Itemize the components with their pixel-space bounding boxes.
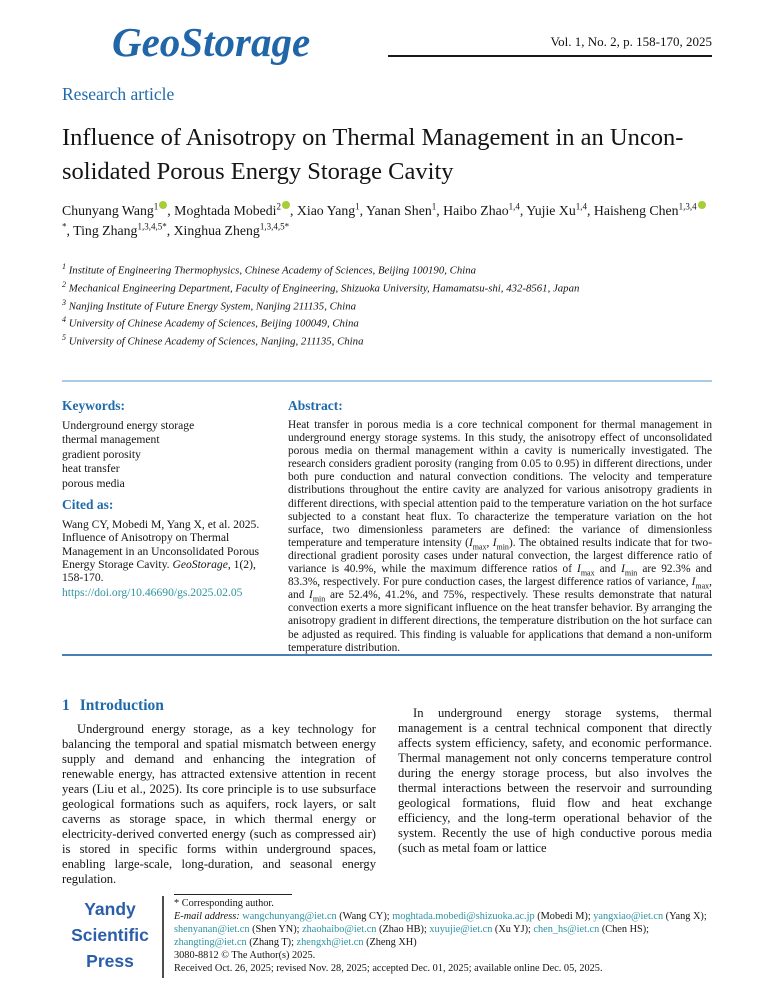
author-name: Xiao Yang$^1$ xyxy=(296,201,360,218)
email-owner: (Mobedi M) xyxy=(537,911,588,922)
affiliation-list xyxy=(62,260,712,349)
divider-light-blue xyxy=(62,380,712,382)
email-owner: (Xu YJ) xyxy=(494,924,528,935)
orcid-icon[interactable] xyxy=(698,201,706,209)
affiliation-line: $^5$ University of Chinese Academy of Sciences, Nanjing, 211135, China xyxy=(62,333,364,348)
email-link[interactable]: zhengxh@iet.cn xyxy=(296,937,364,948)
intro-paragraph-left: Underground energy storage, as a key technology for balancing the temporal and spatial mismatch between energy supply and demand and enhancing the integration of renewable energy, has attracted extensive attention in recent years (Liu et al., 2025). Its core principle is to use subsurface geological formations such as aquifers, rock layers, or salt caverns as storage space, in which thermal energy or electricity-derived converted energy (such as compressed air) is stored in specific forms within underground spaces, enabling large-scale, long-duration, and seasonal energy regulation. xyxy=(62,722,376,886)
volume-info: Vol. 1, No. 2, p. 158-170, 2025 xyxy=(388,34,712,57)
doi-link[interactable]: https://doi.org/10.46690/gs.2025.02.05 xyxy=(62,585,243,599)
affiliation-line: $^1$ Institute of Engineering Thermophysics, Chinese Academy of Sciences, Beijing 100190, China xyxy=(62,262,477,277)
author-affil-sup: 1,3,4,5 xyxy=(137,221,163,232)
article-type-label: Research article xyxy=(62,84,175,104)
keyword: porous media xyxy=(62,476,125,490)
corresponding-star: * xyxy=(284,221,290,232)
paper-title xyxy=(62,121,714,189)
corresponding-author-note: * Corresponding author. xyxy=(174,898,274,909)
author-affil-sup: 2 xyxy=(276,201,281,212)
email-link[interactable]: wangchunyang@iet.cn xyxy=(242,911,337,922)
email-owner: (Zhang T) xyxy=(249,937,292,948)
cited-as-heading: Cited as: xyxy=(62,497,114,513)
author-name: Yanan Shen$^1$ xyxy=(366,201,437,218)
author-affil-sup: 1,3,4,5 xyxy=(259,221,285,232)
corresponding-star: * xyxy=(62,221,67,232)
publisher-logo-line: Press xyxy=(86,951,134,971)
keyword: Underground energy storage xyxy=(62,419,195,432)
email-owner: (Yang X) xyxy=(665,911,704,922)
title-line-2: solidated Porous Energy Storage Cavity xyxy=(62,158,454,185)
author-affil-sup: 1,4 xyxy=(508,201,520,212)
journal-logo: GeoStorage xyxy=(112,19,311,65)
keywords-citation-column xyxy=(62,392,278,655)
introduction-section xyxy=(62,697,712,887)
publisher-logo-line: Scientific xyxy=(71,925,149,945)
author-affil-sup: 1,3,4 xyxy=(678,201,697,212)
abstract-column xyxy=(288,392,712,655)
email-link[interactable]: moghtada.mobedi@shizuoka.ac.jp xyxy=(392,911,535,922)
affiliation-line: $^3$ Nanjing Institute of Future Energy System, Nanjing 211135, China xyxy=(62,297,356,313)
section-heading-introduction xyxy=(62,697,376,715)
intro-paragraph-right: In underground energy storage systems, thermal management is a central technical component that directly affects system efficiency, safety, and economic performance. Thermal management not only concerns temperature control during the energy storage process, but also involves the thermal interactions between the reservoir and surrounding geological formations, fluid flow and heat exchange efficiency, and the long-term operational behavior of the system. Recently the use of high conductive porous media (such as metal foam or lattice xyxy=(398,706,712,855)
section-number: 1 xyxy=(62,697,70,714)
email-link[interactable]: yangxiao@iet.cn xyxy=(593,911,664,922)
email-address-block: E-mail address: wangchunyang@iet.cn (Wang CY); moghtada.mobedi@shizuoka.ac.jp (Mobedi M); yangxiao@iet.cn (Yang X); shenyanan@iet.cn (Shen YN); zhaohaibo@iet.cn (Zhao HB); xuyujie@iet.cn (Xu YJ); chen_hs@iet.cn (Chen HS); zhangting@iet.cn (Zhang T); zhengxh@iet.cn (Zheng XH) xyxy=(174,911,707,948)
publisher-logo-line: Yandy xyxy=(84,899,136,919)
orcid-icon[interactable] xyxy=(159,201,167,209)
email-link[interactable]: zhangting@iet.cn xyxy=(174,937,247,948)
keywords-heading: Keywords: xyxy=(62,398,125,413)
affiliation-line: $^4$ University of Chinese Academy of Sciences, Beijing 100049, China xyxy=(62,315,359,330)
intro-left-column xyxy=(62,697,376,887)
email-link[interactable]: xuyujie@iet.cn xyxy=(429,924,493,935)
article-dates-line: Received Oct. 26, 2025; revised Nov. 28, 2025; accepted Dec. 01, 2025; available online Dec. 05, 2025. xyxy=(174,963,603,974)
author-name: Haisheng Chen$^{1,3,4*}$ xyxy=(62,203,706,238)
affiliation-line: $^2$ Mechanical Engineering Department, Faculty of Engineering, Shizuoka University, Hamamatsu-shi, 432-8561, Japan xyxy=(62,279,580,295)
author-name: Yujie Xu$^{1,4}$ xyxy=(526,201,587,218)
citation-text: Wang CY, Mobedi M, Yang X, et al. 2025. Influence of Anisotropy on Thermal Management in an Unconsolidated Porous Energy Storage Cavity. GeoStorage, 1(2), 158-170. xyxy=(62,518,260,585)
author-name: Ting Zhang$^{1,3,4,5*}$ xyxy=(73,221,167,238)
keyword: thermal management xyxy=(62,433,160,447)
email-owner: (Zheng XH) xyxy=(366,937,417,948)
email-label: E-mail address: xyxy=(174,911,240,922)
metadata-section xyxy=(62,392,712,655)
page-footer xyxy=(62,892,712,978)
author-affil-sup: 1 xyxy=(153,201,159,212)
orcid-icon[interactable] xyxy=(282,201,290,209)
author-name: Haibo Zhao$^{1,4}$ xyxy=(443,201,520,218)
email-owner: (Shen YN) xyxy=(252,924,297,935)
keywords-list xyxy=(62,419,278,491)
publisher-logo xyxy=(62,892,158,978)
footer-notes xyxy=(174,892,712,978)
corresponding-star: * xyxy=(162,221,167,232)
email-link[interactable]: shenyanan@iet.cn xyxy=(174,924,250,935)
author-name: Chunyang Wang$^1$ xyxy=(62,203,167,218)
email-link[interactable]: chen_hs@iet.cn xyxy=(533,924,600,935)
author-affil-sup: 1 xyxy=(355,201,360,212)
keyword: heat transfer xyxy=(62,462,120,476)
divider-blue xyxy=(62,654,712,656)
abstract-heading: Abstract: xyxy=(288,398,343,413)
email-owner: (Wang CY) xyxy=(339,911,387,922)
intro-right-column xyxy=(398,697,712,887)
title-line-1: Influence of Anisotropy on Thermal Management in an Uncon- xyxy=(62,124,684,151)
keyword: gradient porosity xyxy=(62,447,141,461)
author-name: Moghtada Mobedi$^2$ xyxy=(174,203,290,218)
author-list: Chunyang Wang$^1$ , Moghtada Mobedi$^2$ , Xiao Yang$^1$, Yanan Shen$^1$, Haibo Zhao$^{1,4}$, Yujie Xu$^{1,4}$, Haisheng Chen$^{1,3,4*}$, Ting Zhang$^{1,3,4,5*}$, Xinghua Zheng$^{1,3,4,5*}$ xyxy=(62,201,712,241)
email-owner: (Zhao HB) xyxy=(379,924,424,935)
issn-copyright-line: 3080-8812 © The Author(s) 2025. xyxy=(174,950,316,961)
author-affil-sup: 1,4 xyxy=(575,201,587,212)
footnote-rule xyxy=(174,894,292,895)
email-link[interactable]: zhaohaibo@iet.cn xyxy=(302,924,377,935)
section-title: Introduction xyxy=(79,697,164,714)
abstract-text: Heat transfer in porous media is a core technical component for thermal management in underground energy storage systems. In this study, the anisotropy effect of unconsolidated porous media on thermal management within a cavity is numerically investigated. The research considers gradient porosity (ranging from 0.05 to 0.95) in different directions, under both pure conduction and natural convection conditions. The velocity and temperature distributions throughout the entire cavity are analyzed for various anisotropy gradients in different directions, with special attention paid to the temperature variation on the hot surface subjected to a constant heat flux. To characterize the temperature variation on the hot surface, two dimensionless parameters are defined: the variance of dimensionless temperature and temperature intensity ($I_{max}$, $I_{min}$). The obtained results indicate that for two-directional gradient porosity cases under natural convection, the largest difference ratio of variance is 40.9%, while the maximum difference ratios of $I_{max}$ and $I_{min}$ are 92.3% and 83.3%, respectively. For pure conduction cases, the largest difference ratios of variance, $I_{max}$, and $I_{min}$ are 52.4%, 41.2%, and 75%, respectively. These results demonstrate that natural convection exerts a more significant influence on the heat transfer behavior. By arranging the anisotropy gradient in different directions, the temperature distribution on the hot surface can be adjusted as required. This finding is valuable for applications that demand a non-uniform temperature distribution. xyxy=(288,419,713,654)
footer-vertical-divider xyxy=(162,896,164,978)
author-name: Xinghua Zheng$^{1,3,4,5*}$ xyxy=(173,221,290,238)
email-owner: (Chen HS) xyxy=(601,924,647,935)
author-affil-sup: 1 xyxy=(431,201,437,212)
